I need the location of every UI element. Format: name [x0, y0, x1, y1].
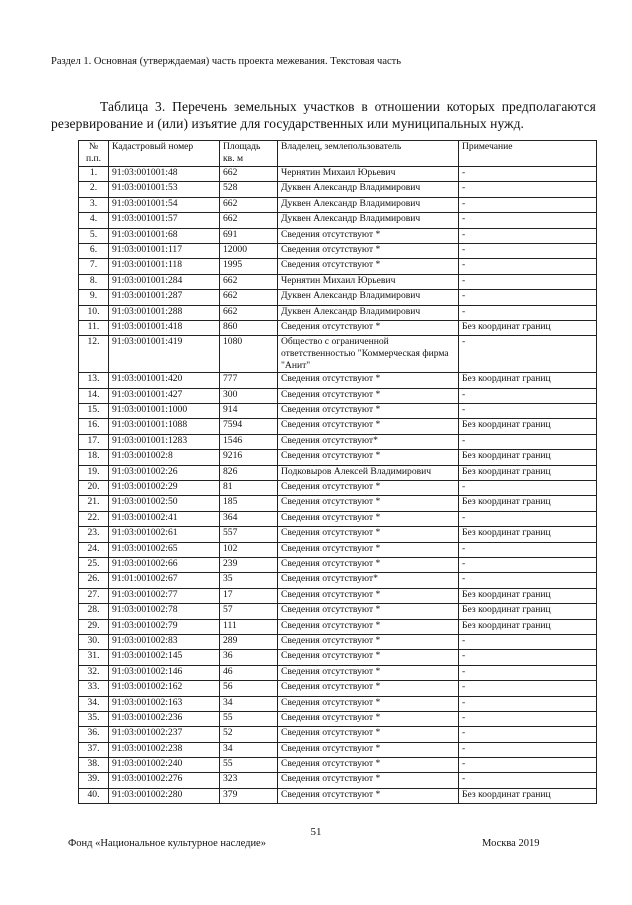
cell-area: 36 [220, 650, 278, 665]
cell-area: 81 [220, 481, 278, 496]
cell-area: 826 [220, 465, 278, 480]
cell-note: Без координат границ [459, 450, 597, 465]
cell-note: - [459, 228, 597, 243]
cell-area: 34 [220, 696, 278, 711]
cell-area: 364 [220, 511, 278, 526]
cell-owner: Сведения отсутствуют * [278, 727, 459, 742]
cell-note: Без координат границ [459, 588, 597, 603]
cell-cadastral-number: 91:03:001001:418 [109, 320, 220, 335]
cell-owner: Сведения отсутствуют * [278, 450, 459, 465]
table-body [79, 167, 597, 804]
footer-publisher: Фонд «Национальное культурное наследие» [68, 838, 266, 849]
cell-owner: Сведения отсутствуют* [278, 573, 459, 588]
column-header-note: Примечание [459, 141, 597, 167]
column-header-owner: Владелец, землепользователь [278, 141, 459, 167]
cell-note: - [459, 573, 597, 588]
cell-note: - [459, 742, 597, 757]
cell-area: 185 [220, 496, 278, 511]
cell-number: 6. [79, 243, 109, 258]
table-header-row [79, 141, 597, 167]
cell-number: 15. [79, 404, 109, 419]
cell-owner: Сведения отсутствуют * [278, 788, 459, 803]
cell-note: Без координат границ [459, 419, 597, 434]
cell-number: 12. [79, 336, 109, 373]
cell-note: Без координат границ [459, 527, 597, 542]
cell-note: - [459, 650, 597, 665]
cell-owner: Сведения отсутствуют * [278, 496, 459, 511]
cell-number: 39. [79, 773, 109, 788]
cell-owner: Сведения отсутствуют * [278, 511, 459, 526]
cell-owner: Сведения отсутствуют * [278, 696, 459, 711]
cell-cadastral-number: 91:03:001002:26 [109, 465, 220, 480]
cell-area: 557 [220, 527, 278, 542]
table-row [79, 604, 597, 619]
cell-note: - [459, 213, 597, 228]
cell-note: - [459, 557, 597, 572]
cell-owner: Общество с ограниченной ответственностью "Коммерческая фирма "Анит" [278, 336, 459, 373]
cell-note: - [459, 542, 597, 557]
table-row [79, 588, 597, 603]
cell-number: 18. [79, 450, 109, 465]
cell-cadastral-number: 91:03:001002:8 [109, 450, 220, 465]
cell-area: 111 [220, 619, 278, 634]
cell-note: - [459, 274, 597, 289]
cell-cadastral-number: 91:03:001002:41 [109, 511, 220, 526]
cell-cadastral-number: 91:03:001001:1088 [109, 419, 220, 434]
cell-owner: Сведения отсутствуют * [278, 604, 459, 619]
cell-cadastral-number: 91:03:001001:118 [109, 259, 220, 274]
cell-number: 17. [79, 434, 109, 449]
cell-area: 289 [220, 634, 278, 649]
cell-cadastral-number: 91:03:001002:78 [109, 604, 220, 619]
cell-note: Без координат границ [459, 373, 597, 388]
cell-number: 22. [79, 511, 109, 526]
table-row [79, 681, 597, 696]
cell-area: 9216 [220, 450, 278, 465]
cell-area: 46 [220, 665, 278, 680]
cell-cadastral-number: 91:03:001001:288 [109, 305, 220, 320]
cell-cadastral-number: 91:03:001001:427 [109, 388, 220, 403]
cell-number: 2. [79, 182, 109, 197]
table-row [79, 228, 597, 243]
cell-number: 20. [79, 481, 109, 496]
cell-number: 33. [79, 681, 109, 696]
cell-area: 528 [220, 182, 278, 197]
cell-cadastral-number: 91:03:001002:50 [109, 496, 220, 511]
column-header-number: № п.п. [79, 141, 109, 167]
cell-number: 26. [79, 573, 109, 588]
cell-cadastral-number: 91:03:001001:1283 [109, 434, 220, 449]
cell-note: - [459, 388, 597, 403]
land-plots-table [78, 140, 597, 804]
cell-note: - [459, 182, 597, 197]
cell-note: Без координат границ [459, 496, 597, 511]
cell-note: - [459, 197, 597, 212]
cell-note: Без координат границ [459, 320, 597, 335]
cell-owner: Сведения отсутствуют * [278, 542, 459, 557]
cell-number: 24. [79, 542, 109, 557]
cell-owner: Сведения отсутствуют * [278, 650, 459, 665]
table-row [79, 465, 597, 480]
table-row [79, 542, 597, 557]
cell-number: 35. [79, 711, 109, 726]
cell-cadastral-number: 91:03:001001:284 [109, 274, 220, 289]
table-row [79, 197, 597, 212]
cell-owner: Дуквен Александр Владимирович [278, 290, 459, 305]
cell-note: - [459, 511, 597, 526]
table-row [79, 511, 597, 526]
cell-owner: Сведения отсутствуют * [278, 619, 459, 634]
table-row [79, 259, 597, 274]
cell-cadastral-number: 91:03:001001:68 [109, 228, 220, 243]
cell-area: 1080 [220, 336, 278, 373]
cell-number: 3. [79, 197, 109, 212]
cell-area: 860 [220, 320, 278, 335]
table-row [79, 742, 597, 757]
cell-note: - [459, 773, 597, 788]
table-row [79, 788, 597, 803]
cell-number: 23. [79, 527, 109, 542]
cell-area: 662 [220, 197, 278, 212]
cell-area: 777 [220, 373, 278, 388]
section-header: Раздел 1. Основная (утверждаемая) часть проекта межевания. Текстовая часть [51, 56, 402, 67]
cell-owner: Подковыров Алексей Владимирович [278, 465, 459, 480]
cell-area: 34 [220, 742, 278, 757]
page-number: 51 [310, 826, 322, 838]
table-row [79, 336, 597, 373]
cell-area: 914 [220, 404, 278, 419]
cell-cadastral-number: 91:03:001001:1000 [109, 404, 220, 419]
cell-owner: Чернятин Михаил Юрьевич [278, 274, 459, 289]
cell-area: 662 [220, 305, 278, 320]
cell-area: 35 [220, 573, 278, 588]
cell-number: 37. [79, 742, 109, 757]
cell-note: - [459, 696, 597, 711]
column-header-area: Площадь кв. м [220, 141, 278, 167]
cell-number: 13. [79, 373, 109, 388]
cell-owner: Сведения отсутствуют * [278, 404, 459, 419]
cell-area: 7594 [220, 419, 278, 434]
cell-cadastral-number: 91:03:001002:236 [109, 711, 220, 726]
table-row [79, 167, 597, 182]
cell-note: - [459, 634, 597, 649]
cell-owner: Дуквен Александр Владимирович [278, 182, 459, 197]
table-row [79, 305, 597, 320]
cell-owner: Сведения отсутствуют * [278, 419, 459, 434]
cell-cadastral-number: 91:03:001002:162 [109, 681, 220, 696]
cell-owner: Сведения отсутствуют * [278, 665, 459, 680]
cell-note: - [459, 727, 597, 742]
table-row [79, 696, 597, 711]
cell-cadastral-number: 91:03:001001:57 [109, 213, 220, 228]
cell-number: 16. [79, 419, 109, 434]
cell-note: Без координат границ [459, 604, 597, 619]
cell-note: Без координат границ [459, 465, 597, 480]
cell-number: 8. [79, 274, 109, 289]
cell-number: 32. [79, 665, 109, 680]
cell-cadastral-number: 91:03:001001:420 [109, 373, 220, 388]
cell-owner: Сведения отсутствуют * [278, 373, 459, 388]
cell-area: 12000 [220, 243, 278, 258]
cell-cadastral-number: 91:03:001002:163 [109, 696, 220, 711]
table-row [79, 527, 597, 542]
cell-note: Без координат границ [459, 788, 597, 803]
cell-area: 662 [220, 274, 278, 289]
cell-owner: Чернятин Михаил Юрьевич [278, 167, 459, 182]
table-row [79, 634, 597, 649]
table-row [79, 773, 597, 788]
cell-note: - [459, 290, 597, 305]
table-row [79, 419, 597, 434]
cell-cadastral-number: 91:01:001002:67 [109, 573, 220, 588]
table-row [79, 434, 597, 449]
cell-number: 31. [79, 650, 109, 665]
cell-owner: Сведения отсутствуют * [278, 243, 459, 258]
cell-owner: Сведения отсутствуют * [278, 228, 459, 243]
cell-cadastral-number: 91:03:001002:83 [109, 634, 220, 649]
cell-cadastral-number: 91:03:001002:237 [109, 727, 220, 742]
cell-note: - [459, 167, 597, 182]
cell-owner: Дуквен Александр Владимирович [278, 305, 459, 320]
cell-note: - [459, 481, 597, 496]
cell-area: 662 [220, 213, 278, 228]
cell-number: 34. [79, 696, 109, 711]
cell-number: 30. [79, 634, 109, 649]
cell-cadastral-number: 91:03:001001:419 [109, 336, 220, 373]
table-row [79, 573, 597, 588]
cell-note: - [459, 305, 597, 320]
cell-cadastral-number: 91:03:001001:117 [109, 243, 220, 258]
cell-area: 1995 [220, 259, 278, 274]
cell-owner: Сведения отсутствуют * [278, 588, 459, 603]
cell-cadastral-number: 91:03:001002:79 [109, 619, 220, 634]
table-row [79, 388, 597, 403]
cell-area: 662 [220, 290, 278, 305]
cell-note: - [459, 758, 597, 773]
cell-note: - [459, 404, 597, 419]
cell-area: 17 [220, 588, 278, 603]
cell-area: 102 [220, 542, 278, 557]
cell-number: 7. [79, 259, 109, 274]
cell-owner: Сведения отсутствуют * [278, 259, 459, 274]
cell-cadastral-number: 91:03:001001:54 [109, 197, 220, 212]
cell-area: 1546 [220, 434, 278, 449]
cell-number: 11. [79, 320, 109, 335]
cell-note: - [459, 711, 597, 726]
table-row [79, 450, 597, 465]
cell-cadastral-number: 91:03:001002:65 [109, 542, 220, 557]
footer-place-year: Москва 2019 [482, 838, 540, 849]
cell-owner: Сведения отсутствуют * [278, 758, 459, 773]
cell-area: 56 [220, 681, 278, 696]
cell-area: 57 [220, 604, 278, 619]
cell-number: 5. [79, 228, 109, 243]
cell-owner: Сведения отсутствуют * [278, 557, 459, 572]
cell-owner: Сведения отсутствуют * [278, 742, 459, 757]
cell-cadastral-number: 91:03:001002:146 [109, 665, 220, 680]
cell-area: 55 [220, 711, 278, 726]
cell-number: 4. [79, 213, 109, 228]
cell-note: - [459, 243, 597, 258]
table-row [79, 213, 597, 228]
cell-number: 25. [79, 557, 109, 572]
cell-number: 21. [79, 496, 109, 511]
table-row [79, 665, 597, 680]
cell-owner: Сведения отсутствуют * [278, 711, 459, 726]
cell-cadastral-number: 91:03:001002:66 [109, 557, 220, 572]
table-row [79, 481, 597, 496]
cell-cadastral-number: 91:03:001001:48 [109, 167, 220, 182]
table-row [79, 650, 597, 665]
cell-note: Без координат границ [459, 619, 597, 634]
cell-owner: Сведения отсутствуют * [278, 681, 459, 696]
cell-cadastral-number: 91:03:001002:145 [109, 650, 220, 665]
cell-area: 52 [220, 727, 278, 742]
cell-area: 300 [220, 388, 278, 403]
cell-note: - [459, 259, 597, 274]
cell-cadastral-number: 91:03:001002:29 [109, 481, 220, 496]
cell-owner: Сведения отсутствуют * [278, 527, 459, 542]
table-row [79, 274, 597, 289]
table-row [79, 243, 597, 258]
cell-number: 38. [79, 758, 109, 773]
cell-number: 40. [79, 788, 109, 803]
cell-cadastral-number: 91:03:001001:287 [109, 290, 220, 305]
table-title: Таблица 3. Перечень земельных участков в отношении которых предполагаются резервирование и (или) изъятие для государственных или муниципальных нужд. [51, 99, 596, 131]
cell-note: - [459, 681, 597, 696]
cell-number: 9. [79, 290, 109, 305]
cell-number: 36. [79, 727, 109, 742]
cell-number: 27. [79, 588, 109, 603]
table-row [79, 404, 597, 419]
cell-number: 19. [79, 465, 109, 480]
cell-owner: Сведения отсутствуют * [278, 320, 459, 335]
cell-owner: Сведения отсутствуют * [278, 634, 459, 649]
column-header-cadastral: Кадастровый номер [109, 141, 220, 167]
cell-cadastral-number: 91:03:001001:53 [109, 182, 220, 197]
cell-owner: Дуквен Александр Владимирович [278, 197, 459, 212]
cell-cadastral-number: 91:03:001002:240 [109, 758, 220, 773]
cell-owner: Сведения отсутствуют * [278, 481, 459, 496]
cell-number: 1. [79, 167, 109, 182]
cell-area: 379 [220, 788, 278, 803]
cell-number: 28. [79, 604, 109, 619]
cell-area: 323 [220, 773, 278, 788]
cell-cadastral-number: 91:03:001002:280 [109, 788, 220, 803]
cell-owner: Дуквен Александр Владимирович [278, 213, 459, 228]
cell-area: 662 [220, 167, 278, 182]
cell-area: 55 [220, 758, 278, 773]
table-row [79, 711, 597, 726]
table-row [79, 182, 597, 197]
table-row [79, 619, 597, 634]
cell-area: 691 [220, 228, 278, 243]
table-row [79, 373, 597, 388]
table-row [79, 496, 597, 511]
cell-number: 10. [79, 305, 109, 320]
cell-note: - [459, 336, 597, 373]
table-row [79, 290, 597, 305]
table-row [79, 758, 597, 773]
cell-number: 14. [79, 388, 109, 403]
cell-note: - [459, 665, 597, 680]
cell-cadastral-number: 91:03:001002:238 [109, 742, 220, 757]
cell-cadastral-number: 91:03:001002:61 [109, 527, 220, 542]
cell-owner: Сведения отсутствуют* [278, 434, 459, 449]
cell-cadastral-number: 91:03:001002:276 [109, 773, 220, 788]
cell-area: 239 [220, 557, 278, 572]
cell-owner: Сведения отсутствуют * [278, 388, 459, 403]
table-row [79, 557, 597, 572]
cell-cadastral-number: 91:03:001002:77 [109, 588, 220, 603]
table-row [79, 320, 597, 335]
cell-note: - [459, 434, 597, 449]
cell-number: 29. [79, 619, 109, 634]
table-row [79, 727, 597, 742]
cell-owner: Сведения отсутствуют * [278, 773, 459, 788]
